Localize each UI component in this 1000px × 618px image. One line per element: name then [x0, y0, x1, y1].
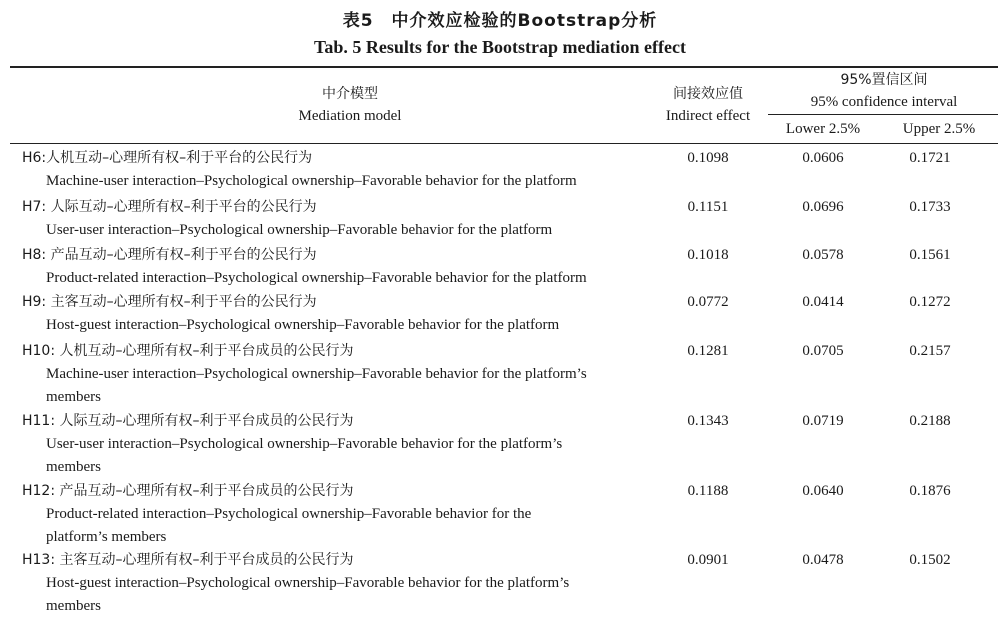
header-ci-cn: 95%置信区间 — [840, 72, 928, 88]
header-bottom-rule — [10, 143, 998, 144]
header-upper: Upper 2.5% — [902, 121, 976, 137]
row-model-en-cont: members — [46, 389, 101, 405]
header-model-en: Mediation model — [298, 108, 402, 124]
row-model-cn: H13: 主客互动–心理所有权–利于平台成员的公民行为 — [22, 552, 354, 568]
row-model-en-cont: members — [46, 598, 101, 614]
row-upper: 0.2188 — [909, 413, 951, 429]
row-model-en: Machine-user interaction–Psychological ownership–Favorable behavior for the platform’s — [46, 366, 587, 382]
row-upper: 0.1272 — [909, 294, 951, 310]
table-title-chinese: 表5 中介效应检验的Bootstrap分析 — [342, 11, 658, 31]
row-indirect: 0.1188 — [687, 483, 729, 499]
row-model-en-cont: members — [46, 459, 101, 475]
row-upper: 0.1561 — [909, 247, 951, 263]
row-indirect: 0.1018 — [687, 247, 729, 263]
header-mediation-model — [230, 83, 470, 127]
row-upper: 0.1876 — [909, 483, 951, 499]
row-indirect: 0.1151 — [687, 199, 729, 215]
row-lower: 0.0414 — [802, 294, 844, 310]
table-title-english: Tab. 5 Results for the Bootstrap mediation effect — [314, 37, 686, 57]
row-lower: 0.0719 — [802, 413, 844, 429]
row-model-cn: H6:人机互动–心理所有权–利于平台的公民行为 — [22, 150, 313, 166]
row-model-en: User-user interaction–Psychological ownership–Favorable behavior for the platform’s — [46, 436, 563, 452]
row-model-cn: H10: 人机互动–心理所有权–利于平台成员的公民行为 — [22, 343, 354, 359]
header-indirect-cn: 间接效应值 — [673, 86, 743, 102]
row-lower: 0.0705 — [802, 343, 844, 359]
header-indirect-en: Indirect effect — [665, 108, 751, 124]
row-model-en: Product-related interaction–Psychological ownership–Favorable behavior for the platform — [46, 270, 587, 286]
header-indirect-effect — [643, 83, 773, 127]
row-indirect: 0.0772 — [687, 294, 729, 310]
row-model-en: Host-guest interaction–Psychological ownership–Favorable behavior for the platform’s — [46, 575, 570, 591]
row-model-cn: H12: 产品互动–心理所有权–利于平台成员的公民行为 — [22, 483, 354, 499]
header-ci-en: 95% confidence interval — [810, 94, 958, 110]
row-model-en: Host-guest interaction–Psychological ownership–Favorable behavior for the platform — [46, 317, 560, 333]
row-upper: 0.1721 — [909, 150, 951, 166]
top-rule — [10, 66, 998, 68]
row-indirect: 0.1281 — [687, 343, 729, 359]
row-upper: 0.1733 — [909, 199, 951, 215]
row-model-cn: H9: 主客互动–心理所有权–利于平台的公民行为 — [22, 294, 317, 310]
row-model-en: Machine-user interaction–Psychological ownership–Favorable behavior for the platform — [46, 173, 577, 189]
row-model-en-cont: platform’s members — [46, 529, 167, 545]
row-model-cn: H8: 产品互动–心理所有权–利于平台的公民行为 — [22, 247, 317, 263]
header-lower: Lower 2.5% — [785, 121, 861, 137]
row-lower: 0.0696 — [802, 199, 844, 215]
row-indirect: 0.1343 — [687, 413, 729, 429]
row-indirect: 0.1098 — [687, 150, 729, 166]
ci-subheader-rule — [768, 114, 998, 115]
row-lower: 0.0478 — [802, 552, 844, 568]
row-upper: 0.1502 — [909, 552, 951, 568]
row-upper: 0.2157 — [909, 343, 951, 359]
row-indirect: 0.0901 — [687, 552, 729, 568]
row-model-en: User-user interaction–Psychological ownership–Favorable behavior for the platform — [46, 222, 553, 238]
row-model-en: Product-related interaction–Psychological ownership–Favorable behavior for the — [46, 506, 532, 522]
row-lower: 0.0640 — [802, 483, 844, 499]
row-model-cn: H7: 人际互动–心理所有权–利于平台的公民行为 — [22, 199, 317, 215]
header-confidence-interval — [770, 69, 998, 113]
row-lower: 0.0578 — [802, 247, 844, 263]
row-lower: 0.0606 — [802, 150, 844, 166]
header-model-cn: 中介模型 — [322, 86, 378, 102]
row-model-cn: H11: 人际互动–心理所有权–利于平台成员的公民行为 — [22, 413, 354, 429]
